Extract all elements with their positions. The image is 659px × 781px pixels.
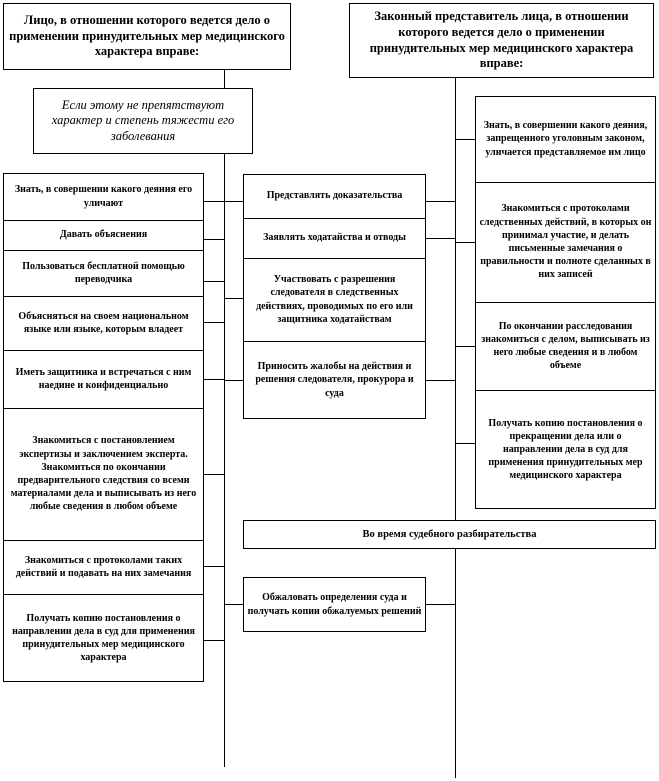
left-right-item: Знакомиться с протоколами таких действий и подавать на них замечания xyxy=(15,554,192,579)
conn-mid-3 xyxy=(224,380,243,381)
conn-left-8 xyxy=(204,640,224,641)
right-right-item: Получать копию постановления о прекращении дела или о направлении дела в суд для применения принудительных мер медицинского характера xyxy=(488,417,643,482)
trial-right-item: Обжаловать определения суда и получать копии обжалуемых решений xyxy=(243,577,426,632)
conn-right-3 xyxy=(426,380,455,381)
condition-note: Если этому не препятствуют характер и степень тяжести его заболевания xyxy=(33,88,253,154)
conn-rr-1 xyxy=(455,139,475,140)
conn-mid-1 xyxy=(224,201,243,202)
conn-right-1 xyxy=(426,201,455,202)
note-connector xyxy=(224,70,225,88)
middle-right-item: Участвовать с разрешения следователя в следственных действиях, проводимых по его или защитника ходатайствам xyxy=(256,274,413,325)
right-right-item: Знать, в совершении какого деяния, запрещенного уголовным законом, уличается представляемое им лицо xyxy=(483,120,648,158)
right-right-item: По окончании расследования знакомиться с делом, выписывать из него любые сведения и в любом объеме xyxy=(481,320,650,372)
conn-left-2 xyxy=(204,239,224,240)
header-left: Лицо, в отношении которого ведется дело о применении принудительных мер медицинского характера вправе: xyxy=(3,3,291,70)
middle-right-item: Заявлять ходатайства и отводы xyxy=(263,232,406,244)
left-right-item: Иметь защитника и встречаться с ним наедине и конфиденциально xyxy=(15,366,192,391)
conn-left-5 xyxy=(204,379,224,380)
conn-rr-3 xyxy=(455,346,475,347)
conn-mid-trial xyxy=(224,604,243,605)
left-right-item: Давать объяснения xyxy=(59,229,148,241)
conn-left-3 xyxy=(204,281,224,282)
conn-right-2 xyxy=(426,238,455,239)
conn-rr-4 xyxy=(455,443,475,444)
conn-right-trial xyxy=(426,604,455,605)
conn-left-1 xyxy=(204,201,224,202)
right-right-item: Знакомиться с протоколами следственных действий, в которых он принимал участие, и делать письменные замечания о правильности и полноте сделанных в них записей xyxy=(479,203,652,281)
right-spine xyxy=(455,78,456,778)
trial-label: Во время судебного разбирательства xyxy=(243,520,656,549)
conn-mid-2 xyxy=(224,298,243,299)
left-right-item: Получать копию постановления о направлении дела в суд для применения принудительных мер медицинского характера xyxy=(12,612,195,664)
left-right-item: Объясняться на своем национальном языке или языке, которым владеет xyxy=(18,310,189,335)
conn-rr-2 xyxy=(455,242,475,243)
middle-right-item: Представлять доказательства xyxy=(266,190,403,202)
header-right: Законный представитель лица, в отношении которого ведется дело о применении принудительных мер медицинского характера вправе: xyxy=(349,3,654,78)
left-right-item: Знать, в совершении какого деяния его уличают xyxy=(14,184,193,209)
conn-left-4 xyxy=(204,322,224,323)
conn-left-7 xyxy=(204,566,224,567)
left-right-item: Пользоваться бесплатной помощью переводчика xyxy=(22,260,185,285)
middle-right-item: Приносить жалобы на действия и решения следователя, прокурора и суда xyxy=(255,361,414,399)
left-right-item: Знакомиться с постановлением экспертизы и заключением эксперта. Знакомиться по окончании предварительного следствия со всеми материалами дела и выписывать из него любые сведения в любом объеме xyxy=(10,435,197,513)
left-spine xyxy=(224,154,225,767)
conn-left-6 xyxy=(204,474,224,475)
